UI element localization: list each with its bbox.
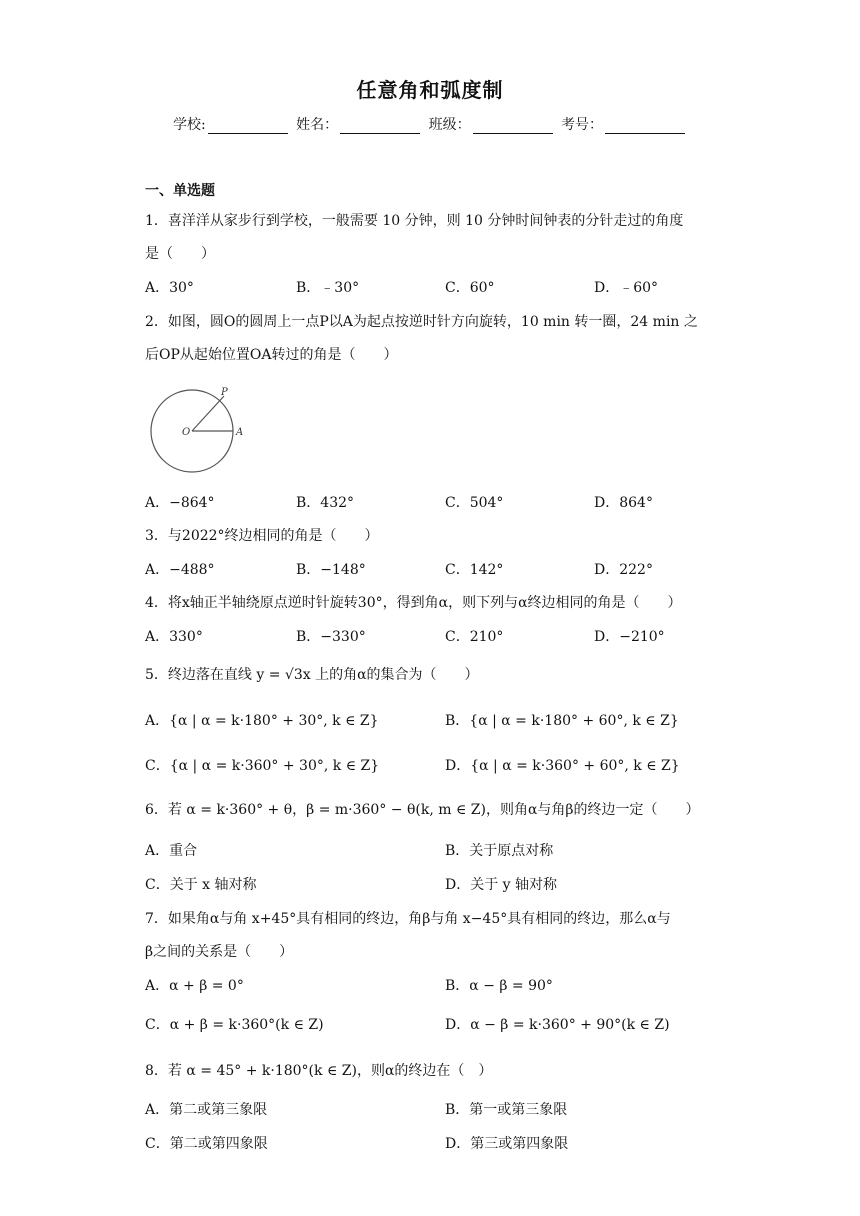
question-4-option-a: A．330° xyxy=(145,629,203,645)
question-8-option-b: B．第一或第三象限 xyxy=(445,1102,568,1118)
segment-op xyxy=(192,396,224,431)
name-blank xyxy=(340,119,420,134)
class-label: 班级： xyxy=(428,117,471,133)
question-4-option-c: C．210° xyxy=(445,629,504,645)
page-title: 任意角和弧度制 xyxy=(356,78,504,102)
question-8-option-c: C．第二或第四象限 xyxy=(145,1136,268,1152)
question-6-option-a: A．重合 xyxy=(145,843,198,859)
question-3-stem: 3．与2022°终边相同的角是（ ） xyxy=(145,528,379,544)
question-6-option-d: D．关于 y 轴对称 xyxy=(445,877,558,893)
circle-diagram xyxy=(148,383,252,475)
question-1-option-c: C．60° xyxy=(445,280,495,296)
school-label: 学校: xyxy=(172,117,206,133)
question-2-stem-cont: 后OP从起始位置OA转过的角是（ ） xyxy=(145,347,398,363)
question-5-option-c: C．{α | α = k·360° + 30°, k ∈ Z} xyxy=(145,758,380,774)
question-2-option-b: B．432° xyxy=(296,495,355,511)
question-2-option-c: C．504° xyxy=(445,495,504,511)
question-7-option-d: D．α − β = k·360° + 90°(k ∈ Z) xyxy=(445,1017,670,1033)
question-4-option-d: D．−210° xyxy=(594,629,665,645)
question-1-option-b: B．﹣30° xyxy=(296,280,360,296)
question-7-option-a: A．α + β = 0° xyxy=(145,978,244,994)
exam-number-blank xyxy=(605,119,685,134)
question-4-stem: 4．将x轴正半轴绕原点逆时针旋转30°，得到角α，则下列与α终边相同的角是（ ） xyxy=(145,595,682,611)
question-8-option-d: D．第三或第四象限 xyxy=(445,1136,569,1152)
school-blank xyxy=(208,119,288,134)
question-7-option-b: B．α − β = 90° xyxy=(445,978,553,994)
question-3-option-b: B．−148° xyxy=(296,562,366,578)
question-6-stem: 6．若 α = k·360° + θ，β = m·360° − θ(k, m ∈ Z)，则角α与角β的终边一定（ ） xyxy=(145,802,700,818)
question-3-option-d: D．222° xyxy=(594,562,653,578)
question-4-option-b: B．−330° xyxy=(296,629,366,645)
question-1-option-a: A．30° xyxy=(145,280,194,296)
question-5-stem: 5．终边落在直线 y = √3x 上的角α的集合为（ ） xyxy=(145,667,479,683)
question-5-option-b: B．{α | α = k·180° + 60°, k ∈ Z} xyxy=(445,713,679,729)
label-a: A xyxy=(236,427,244,438)
name-label: 姓名： xyxy=(296,117,339,133)
student-info-row xyxy=(0,114,860,134)
question-2-option-a: A．−864° xyxy=(145,495,215,511)
question-2-stem: 2．如图，圆O的圆周上一点P以A为起点按逆时针方向旋转，10 min 转一圈，24 min 之 xyxy=(145,314,698,330)
question-7-option-c: C．α + β = k·360°(k ∈ Z) xyxy=(145,1017,324,1033)
section-heading: 一、单选题 xyxy=(145,183,215,199)
question-5-option-d: D．{α | α = k·360° + 60°, k ∈ Z} xyxy=(445,758,680,774)
question-8-option-a: A．第二或第三象限 xyxy=(145,1102,268,1118)
question-3-option-a: A．−488° xyxy=(145,562,215,578)
question-5-option-a: A．{α | α = k·180° + 30°, k ∈ Z} xyxy=(145,713,379,729)
question-6-option-b: B．关于原点对称 xyxy=(445,843,554,859)
question-1-stem-cont: 是（ ） xyxy=(145,246,215,262)
question-1-option-d: D．﹣60° xyxy=(594,280,659,296)
class-blank xyxy=(473,119,553,134)
label-p: P xyxy=(221,387,228,398)
question-3-option-c: C．142° xyxy=(445,562,504,578)
question-2-option-d: D．864° xyxy=(594,495,653,511)
question-7-stem-cont: β之间的关系是（ ） xyxy=(145,944,294,960)
label-o: O xyxy=(182,427,191,438)
exam-number-label: 考号： xyxy=(561,117,604,133)
question-7-stem: 7．如果角α与角 x+45°具有相同的终边，角β与角 x−45°具有相同的终边，那么α与 xyxy=(145,911,671,927)
question-6-option-c: C．关于 x 轴对称 xyxy=(145,877,257,893)
question-1-stem: 1．喜洋洋从家步行到学校，一般需要 10 分钟，则 10 分钟时间钟表的分针走过的角度 xyxy=(145,213,684,229)
question-8-stem: 8．若 α = 45° + k·180°(k ∈ Z)，则α的终边在（ ） xyxy=(145,1063,493,1079)
